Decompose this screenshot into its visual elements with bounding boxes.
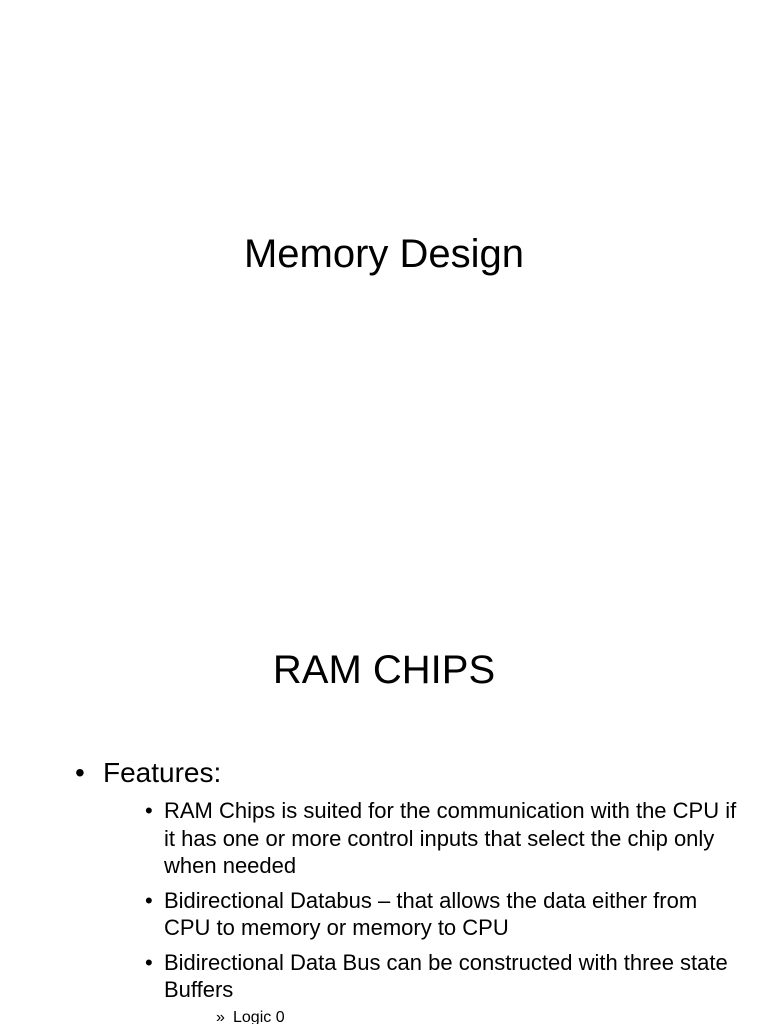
features-list	[145, 797, 745, 1011]
slide-ram-chips	[0, 576, 768, 1024]
bullet-icon: •	[145, 949, 153, 975]
slide-title: RAM CHIPS	[272, 648, 496, 692]
sub-bullet-icon: »	[216, 1009, 225, 1024]
list-item-text: Bidirectional Data Bus can be constructed with three state Buffers	[164, 949, 728, 1002]
sub-list-item-text: Logic 0	[233, 1009, 285, 1024]
list-item	[145, 949, 745, 1004]
list-item-text: RAM Chips is suited for the communication with the CPU if it has one or more control inputs that select the chip only when needed	[164, 798, 737, 878]
list-item	[145, 797, 745, 880]
features-label: Features:	[103, 757, 222, 788]
list-item	[145, 887, 745, 942]
bullet-icon: •	[75, 757, 85, 788]
bullet-icon: •	[145, 798, 153, 823]
bullet-icon: •	[145, 887, 153, 913]
list-item-text: Bidirectional Databus – that allows the data either from CPU to memory or memory to CPU	[164, 887, 698, 940]
slide-title: Memory Design	[243, 232, 525, 276]
sub-list-item	[216, 1009, 285, 1024]
